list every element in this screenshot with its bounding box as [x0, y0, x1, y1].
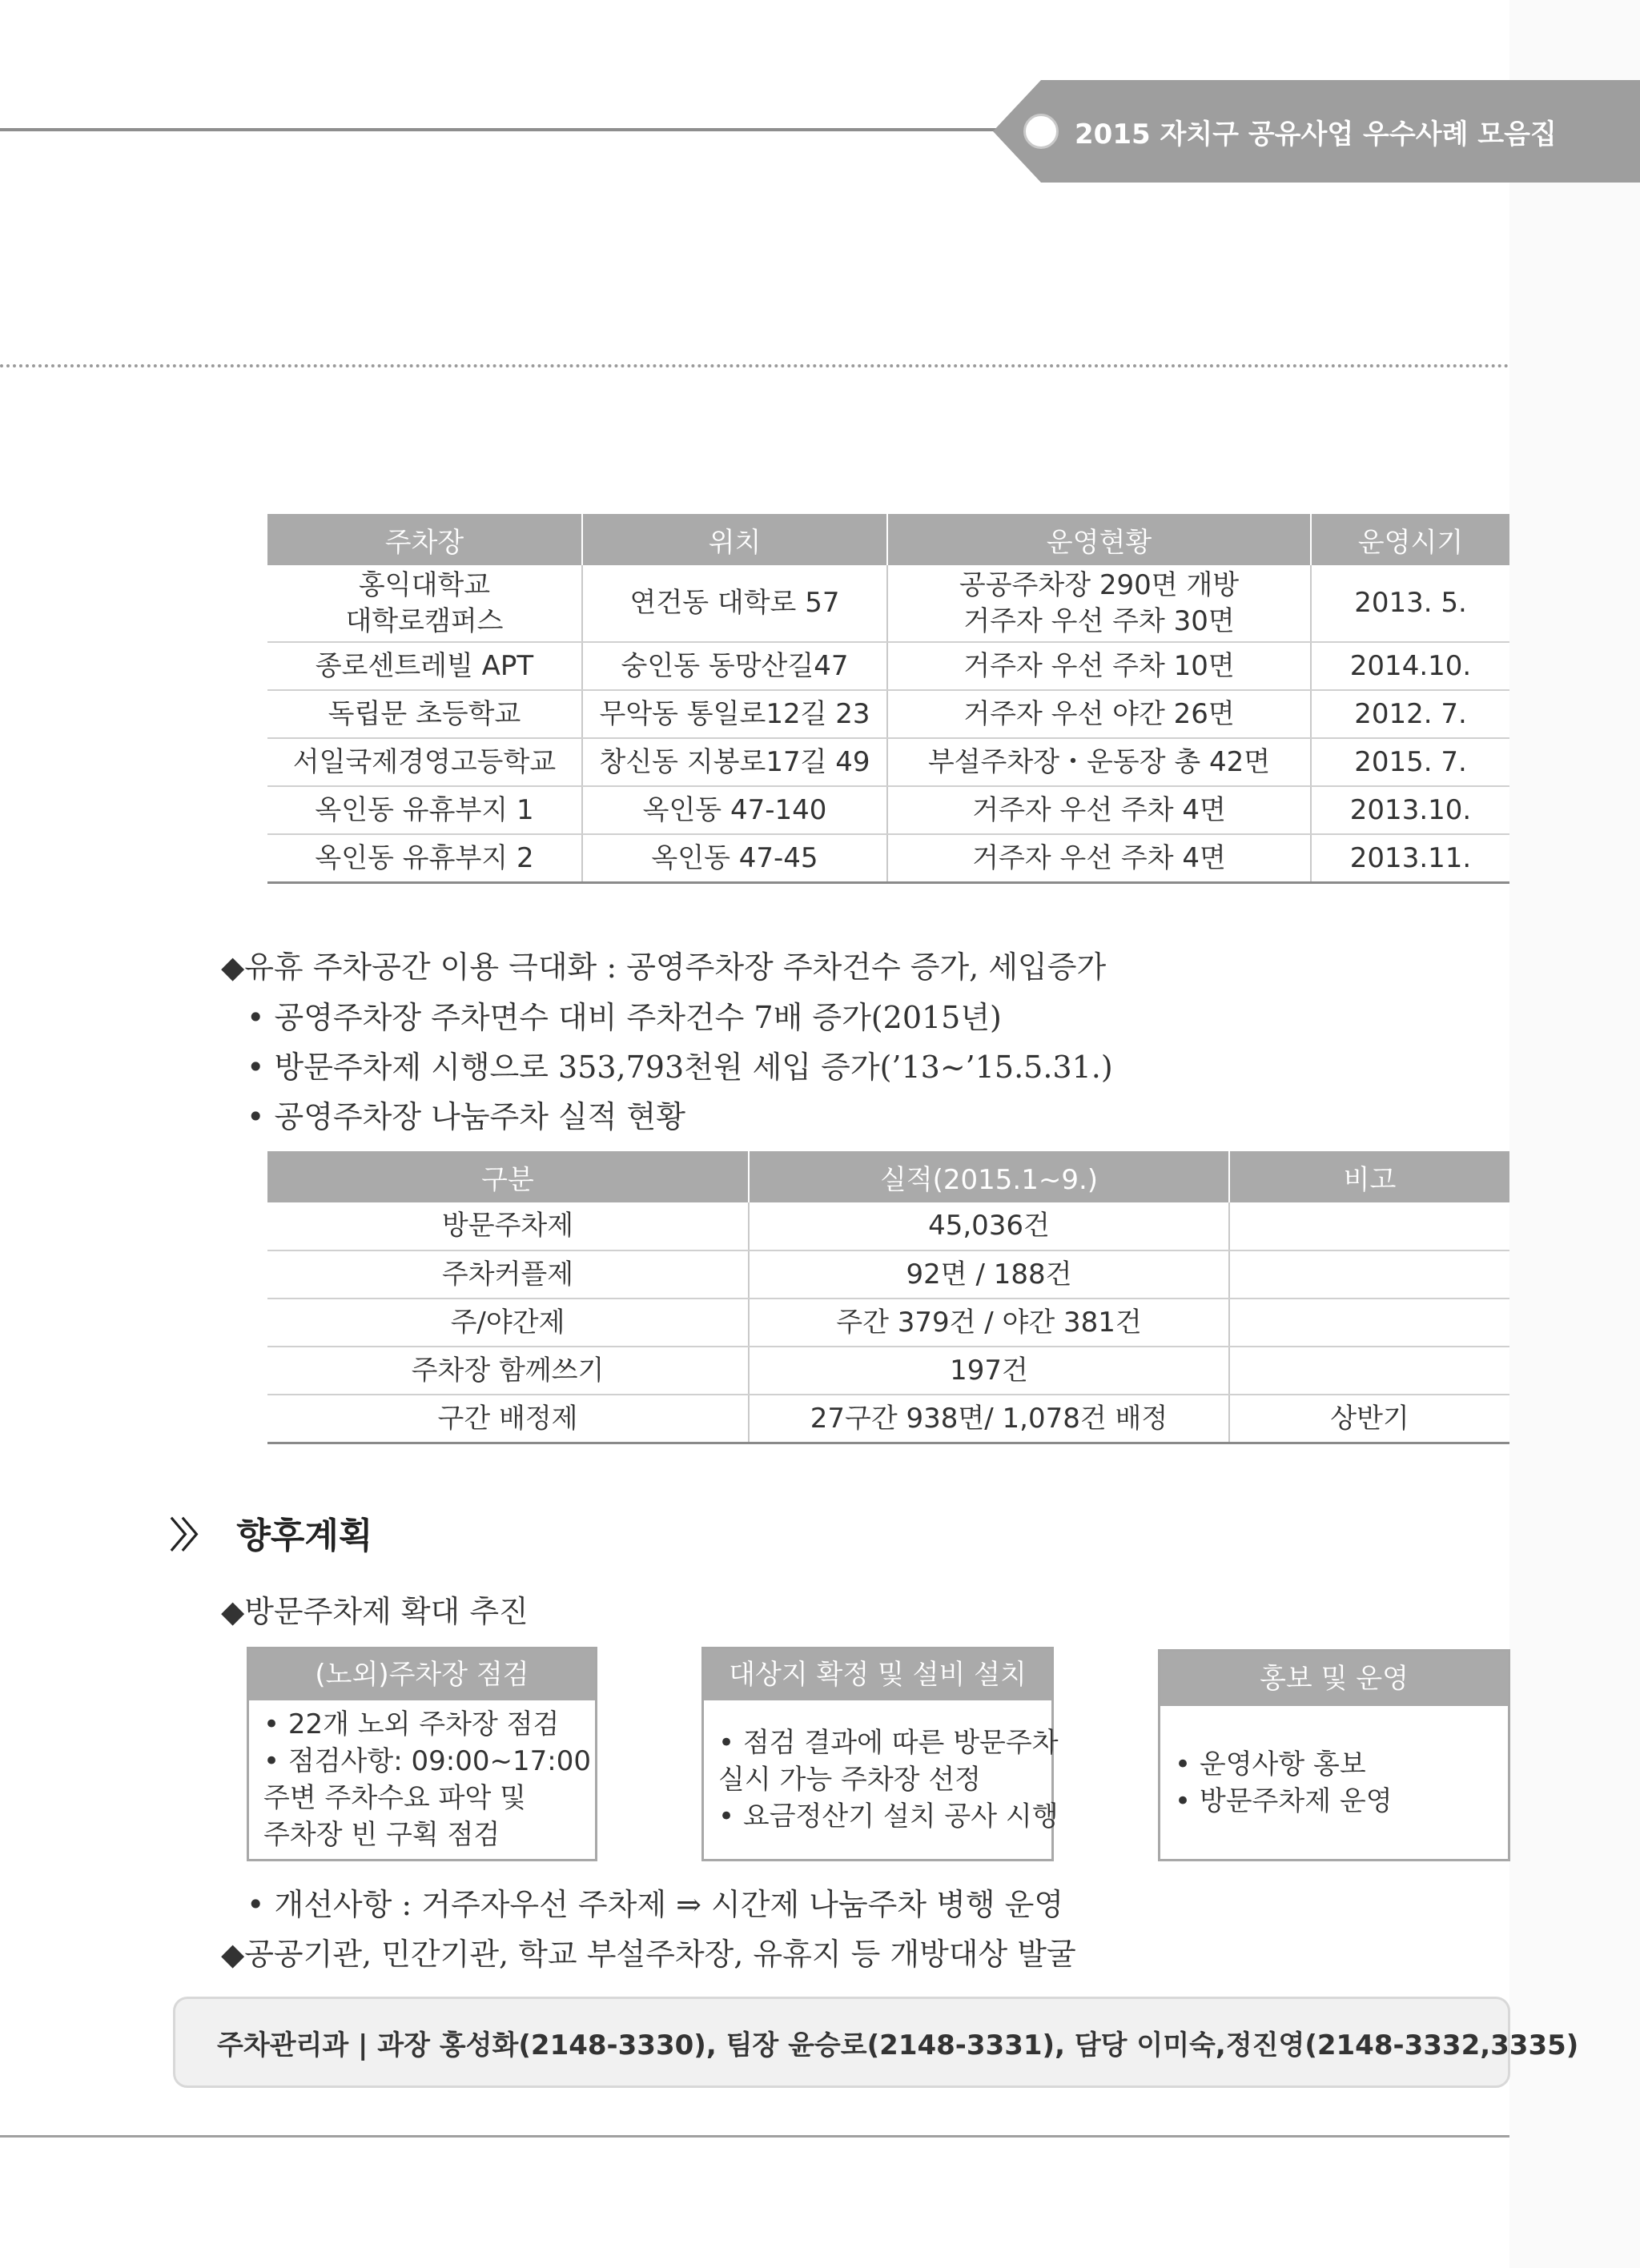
period-cell: 2013. 5.: [1311, 565, 1509, 642]
table-row: [267, 834, 1509, 882]
parking-lot-table: [267, 514, 1509, 884]
category-cell: 방문주차제: [267, 1202, 749, 1250]
header-dot-icon: [1023, 114, 1059, 149]
section-title: 향후계획: [236, 1515, 373, 1556]
location-cell: 창신동 지봉로17길 49: [582, 738, 887, 786]
parking-name-cell: 옥인동 유휴부지 2: [267, 834, 582, 882]
result-cell: 27구간 938면/ 1,078건 배정: [749, 1395, 1229, 1443]
future-plan-heading: [170, 1507, 372, 1558]
location-cell: 숭인동 동망산길47: [582, 642, 887, 690]
plan-box-line: • 방문주차제 운영: [1175, 1784, 1393, 1817]
plan-box-line: • 운영사항 홍보: [1175, 1748, 1366, 1780]
parking-name-cell: 독립문 초등학교: [267, 690, 582, 738]
table-row: [267, 565, 1509, 642]
plan-box-line: 주변 주차수요 파악 및: [263, 1782, 527, 1814]
shared-parking-performance-table: [267, 1151, 1509, 1444]
result-cell: 197건: [749, 1347, 1229, 1395]
location-cell: 연건동 대학로 57: [582, 565, 887, 642]
table-row: [267, 1250, 1509, 1299]
table-row: [267, 642, 1509, 690]
period-cell: 2012. 7.: [1311, 690, 1509, 738]
location-cell: 옥인동 47-45: [582, 834, 887, 882]
plan-item: ◆방문주차제 확대 추진: [221, 1594, 529, 1629]
table-row: [267, 1395, 1509, 1443]
table-header-row: [267, 514, 1509, 565]
plan-box-title: 대상지 확정 및 설비 설치: [704, 1649, 1051, 1700]
status-cell: [887, 565, 1311, 642]
period-cell: 2014.10.: [1311, 642, 1509, 690]
plan-box-body: [1160, 1706, 1508, 1859]
result-cell: 45,036건: [749, 1202, 1229, 1250]
status-cell: 거주자 우선 주차 4면: [887, 834, 1311, 882]
plan-box-promotion: [1158, 1649, 1510, 1861]
result-cell: 92면 / 188건: [749, 1250, 1229, 1299]
column-header: 구분: [267, 1151, 749, 1202]
period-cell: 2013.11.: [1311, 834, 1509, 882]
parking-name-cell: 옥인동 유휴부지 1: [267, 786, 582, 834]
contact-box: [173, 1997, 1579, 2088]
status-cell: 거주자 우선 야간 26면: [887, 690, 1311, 738]
parking-name-line: 홍익대학교: [358, 569, 491, 602]
column-header: 위치: [582, 514, 887, 565]
plan-box-body: [704, 1700, 1059, 1859]
note-cell: [1229, 1299, 1509, 1347]
note-cell: [1229, 1202, 1509, 1250]
table-row: [267, 1299, 1509, 1347]
status-cell: 거주자 우선 주차 4면: [887, 786, 1311, 834]
improvement-note: • 개선사항 : 거주자우선 주차제 ⇒ 시간제 나눔주차 병행 운영: [247, 1887, 1064, 1922]
effect-bullet: • 방문주차제 시행으로 353,793천원 세입 증가(’13~’15.5.31.): [247, 1050, 1113, 1085]
status-cell: 부설주차장・운동장 총 42면: [887, 738, 1311, 786]
plan-box-line: 주차장 빈 구획 점검: [263, 1819, 500, 1851]
status-cell: 거주자 우선 주차 10면: [887, 642, 1311, 690]
status-line: 거주자 우선 주차 30면: [963, 604, 1235, 637]
column-header: 운영시기: [1311, 514, 1509, 565]
plan-box-inspection: [247, 1647, 597, 1861]
page-margin-strip: [1509, 0, 1640, 2268]
effect-main-item: ◆유휴 주차공간 이용 극대화 : 공영주차장 주차건수 증가, 세입증가: [221, 949, 1107, 985]
table-row: [267, 690, 1509, 738]
column-header: 주차장: [267, 514, 582, 565]
table-row: [267, 738, 1509, 786]
category-cell: 구간 배정제: [267, 1395, 749, 1443]
parking-name-cell: [267, 565, 582, 642]
dotted-divider: [0, 364, 1509, 367]
plan-item: ◆공공기관, 민간기관, 학교 부설주차장, 유휴지 등 개방대상 발굴: [221, 1937, 1076, 1972]
table-row: [267, 1347, 1509, 1395]
table-header-row: [267, 1151, 1509, 1202]
plan-box-line: • 22개 노외 주차장 점검: [263, 1708, 560, 1740]
plan-box-title: 홍보 및 운영: [1160, 1652, 1508, 1706]
plan-box-title: (노외)주차장 점검: [249, 1649, 595, 1700]
note-cell: [1229, 1250, 1509, 1299]
result-cell: 주간 379건 / 야간 381건: [749, 1299, 1229, 1347]
column-header: 운영현황: [887, 514, 1311, 565]
plan-box-body: [249, 1700, 595, 1859]
plan-box-line: • 요금정산기 설치 공사 시행: [718, 1800, 1059, 1832]
plan-box-line: 실시 가능 주차장 선정: [718, 1764, 982, 1796]
header-rule: [0, 128, 1041, 131]
period-cell: 2015. 7.: [1311, 738, 1509, 786]
parking-name-cell: 서일국제경영고등학교: [267, 738, 582, 786]
plan-box-site-selection: [701, 1647, 1059, 1861]
column-header: 실적(2015.1~9.): [749, 1151, 1229, 1202]
plan-box-line: • 점검 결과에 따른 방문주차: [718, 1727, 1059, 1759]
period-cell: 2013.10.: [1311, 786, 1509, 834]
column-header: 비고: [1229, 1151, 1509, 1202]
table-row: [267, 786, 1509, 834]
location-cell: 옥인동 47-140: [582, 786, 887, 834]
location-cell: 무악동 통일로12길 23: [582, 690, 887, 738]
category-cell: 주차장 함께쓰기: [267, 1347, 749, 1395]
parking-name-line: 대학로캠퍼스: [345, 604, 504, 637]
effect-bullet: • 공영주차장 주차면수 대비 주차건수 7배 증가(2015년): [247, 1000, 1002, 1035]
footer-rule: [0, 2135, 1509, 2138]
effect-bullet: • 공영주차장 나눔주차 실적 현황: [247, 1099, 685, 1134]
note-cell: 상반기: [1229, 1395, 1509, 1443]
note-cell: [1229, 1347, 1509, 1395]
status-line: 공공주차장 290면 개방: [959, 569, 1240, 602]
plan-box-line: • 점검사항: 09:00~17:00: [263, 1745, 591, 1777]
table-row: [267, 1202, 1509, 1250]
double-chevron-icon: 〉〉: [170, 1515, 210, 1556]
parking-name-cell: 종로센트레빌 APT: [267, 642, 582, 690]
contact-text: 주차관리과 | 과장 홍성화(2148-3330), 팀장 윤승로(2148-3331), 담당 이미숙,정진영(2148-3332,3335): [217, 2029, 1579, 2061]
header-title: 2015 자치구 공유사업 우수사례 모음집: [1075, 118, 1557, 151]
category-cell: 주/야간제: [267, 1299, 749, 1347]
category-cell: 주차커플제: [267, 1250, 749, 1299]
